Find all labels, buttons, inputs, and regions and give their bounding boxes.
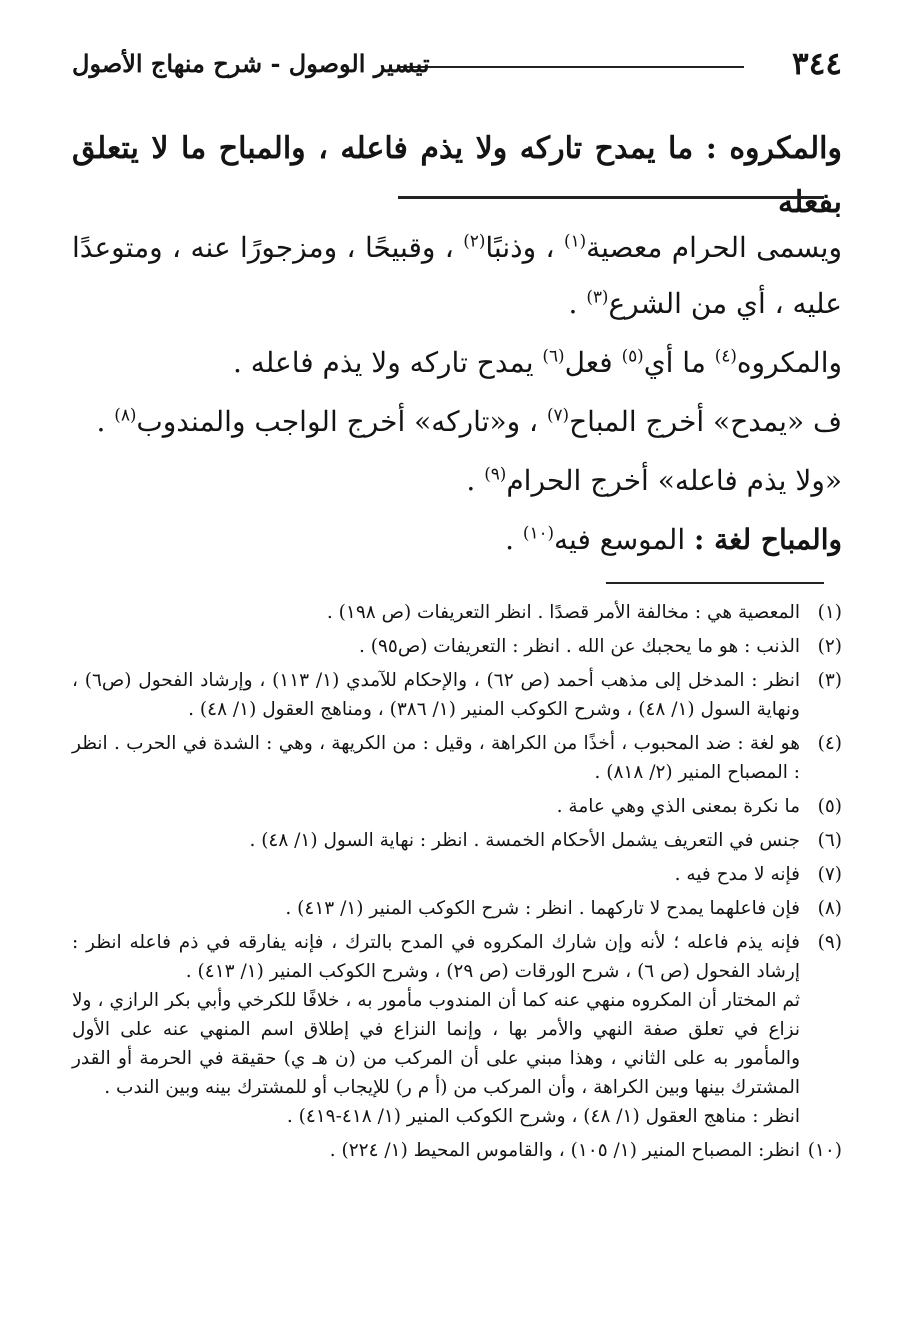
- paragraph-text: فعل: [564, 346, 622, 379]
- matn-text: [72, 122, 842, 230]
- footnote-ref-3[interactable]: (٣): [586, 286, 609, 307]
- footnote-ref-6[interactable]: (٦): [542, 345, 565, 366]
- footnote-ref-10[interactable]: (١٠): [522, 522, 555, 543]
- footnote-5: [72, 792, 842, 821]
- footnote-number: (٦): [817, 830, 842, 851]
- paragraph-text: يمدح تاركه ولا يذم فاعله .: [232, 346, 543, 379]
- paragraph-text: ف «يمدح» أخرج المباح: [569, 405, 842, 438]
- paragraph-text: ، وقبيحًا ، ومزجورًا عنه ، ومتوعدًا عليه ، أي من الشرع: [72, 231, 842, 320]
- footnote-ref-4[interactable]: (٤): [714, 345, 737, 366]
- footnote-number: (٣): [817, 670, 842, 691]
- matn-body: : ما يمدح تاركه ولا يذم فاعله ، والمباح ما لا يتعلق بفعله: [72, 131, 842, 220]
- paragraph-text: «ولا يذم فاعله» أخرج الحرام: [506, 464, 842, 497]
- footnote-10: [72, 1136, 842, 1165]
- footnote-number: (٥): [817, 796, 842, 817]
- paragraph-text: ما أي: [643, 346, 715, 379]
- footnote-ref-2[interactable]: (٢): [463, 230, 486, 251]
- running-header: [72, 44, 842, 84]
- paragraph-text: .: [466, 464, 485, 497]
- paragraph-1: [72, 220, 842, 332]
- footnote-text: انظر : المدخل إلى مذهب أحمد (ص ٦٢) ، والإحكام للآمدي (١/ ١١٣) ، وإرشاد الفحول (ص٦) ، ونهاية السول (١/ ٤٨) ، وشرح الكوكب المنير (١/ ٣٨٦) ، ومناهج العقول (١/ ٤٨) .: [72, 670, 800, 720]
- footnote-8: [72, 894, 842, 923]
- footnote-ref-1[interactable]: (١): [564, 230, 587, 251]
- commentary-body: [72, 220, 842, 568]
- paragraph-5: [72, 512, 842, 568]
- footnote-separator: [606, 582, 824, 584]
- footnote-ref-5[interactable]: (٥): [621, 345, 644, 366]
- footnote-text: فإنه لا مدح فيه .: [674, 864, 800, 885]
- paragraph-text: والمكروه: [736, 346, 842, 379]
- footnote-9: [72, 928, 842, 1131]
- footnote-number: (١٠): [807, 1140, 842, 1161]
- paragraph-text: ، و«تاركه» أخرج الواجب والمندوب: [136, 405, 547, 438]
- footnote-ref-7[interactable]: (٧): [546, 404, 570, 425]
- footnote-text: ما نكرة بمعنى الذي وهي عامة .: [556, 796, 800, 817]
- footnote-1: [72, 598, 842, 627]
- footnote-4: [72, 729, 842, 787]
- paragraph-text: .: [568, 287, 587, 320]
- paragraph-2: [72, 335, 842, 391]
- footnote-6: [72, 826, 842, 855]
- footnote-2: [72, 632, 842, 661]
- footnote-7: [72, 860, 842, 889]
- paragraph-text: ويسمى الحرام معصية: [586, 231, 842, 264]
- footnote-text: جنس في التعريف يشمل الأحكام الخمسة . انظر : نهاية السول (١/ ٤٨) .: [249, 830, 800, 851]
- paragraph-text: .: [505, 523, 523, 556]
- footnote-text: ثم المختار أن المكروه منهي عنه كما أن المندوب مأمور به ، خلافًا للكرخي وأبي بكر الرازي ، ولا نزاع في تعلق صفة النهي والأمر بها ، وإنما النزاع في إطلاق اسم المنهي عنه على الأول والمأمور به على الثاني ، وهذا مبني على أن المركب من (ن هـ ي) حقيقة في الحرمة أو القدر المشترك بينها وبين الكراهة ، وأن المركب من (أ م ر) للإيجاب أو للمشترك بينه وبين الندب .: [72, 990, 800, 1098]
- page-number: ٣٤٤: [792, 46, 842, 82]
- footnotes: [72, 598, 842, 1170]
- footnote-number: (١): [817, 602, 842, 623]
- book-title: تيسير الوصول - شرح منهاج الأصول: [72, 49, 430, 78]
- footnote-text: فإنه يذم فاعله ؛ لأنه وإن شارك المكروه في المدح بالترك ، فإنه يفارقه في ذم فاعله انظر : إرشاد الفحول (ص ٦) ، شرح الورقات (ص ٢٩) ، وشرح الكوكب المنير (١/ ٤١٣) .: [72, 932, 800, 982]
- matn-lead: والمكروه: [729, 131, 842, 166]
- footnote-ref-8[interactable]: (٨): [114, 404, 137, 425]
- footnote-ref-9[interactable]: (٩): [484, 463, 507, 484]
- footnote-text: هو لغة : ضد المحبوب ، أخذًا من الكراهة ، وقيل : من الكريهة ، وهي : الشدة في الحرب . انظر : المصباح المنير (٢/ ٨١٨) .: [72, 733, 800, 783]
- footnote-3: [72, 666, 842, 724]
- footnote-text: الذنب : هو ما يحجبك عن الله . انظر : التعريفات (ص٩٥) .: [358, 636, 800, 657]
- paragraph-3: [72, 394, 842, 450]
- paragraph-text: .: [96, 405, 115, 438]
- paragraph-4: [72, 453, 842, 509]
- paragraph-lead: والمباح لغة :: [694, 523, 842, 556]
- footnote-text: انظر : مناهج العقول (١/ ٤٨) ، وشرح الكوكب المنير (١/ ٤١٨-٤١٩) .: [286, 1106, 800, 1127]
- footnote-text: فإن فاعلهما يمدح لا تاركهما . انظر : شرح الكوكب المنير (١/ ٤١٣) .: [285, 898, 800, 919]
- footnote-number: (٩): [817, 932, 842, 953]
- footnote-text: انظر: المصباح المنير (١/ ١٠٥) ، والقاموس المحيط (١/ ٢٢٤) .: [329, 1140, 800, 1161]
- footnote-text: المعصية هي : مخالفة الأمر قصدًا . انظر التعريفات (ص ١٩٨) .: [326, 602, 800, 623]
- paragraph-text: الموسع فيه: [554, 523, 695, 556]
- footnote-number: (٨): [817, 898, 842, 919]
- paragraph-text: ، وذنبًا: [485, 231, 564, 264]
- header-rule: [400, 66, 744, 68]
- footnote-number: (٢): [817, 636, 842, 657]
- footnote-number: (٤): [817, 733, 842, 754]
- footnote-number: (٧): [817, 864, 842, 885]
- matn-rule: [398, 196, 824, 199]
